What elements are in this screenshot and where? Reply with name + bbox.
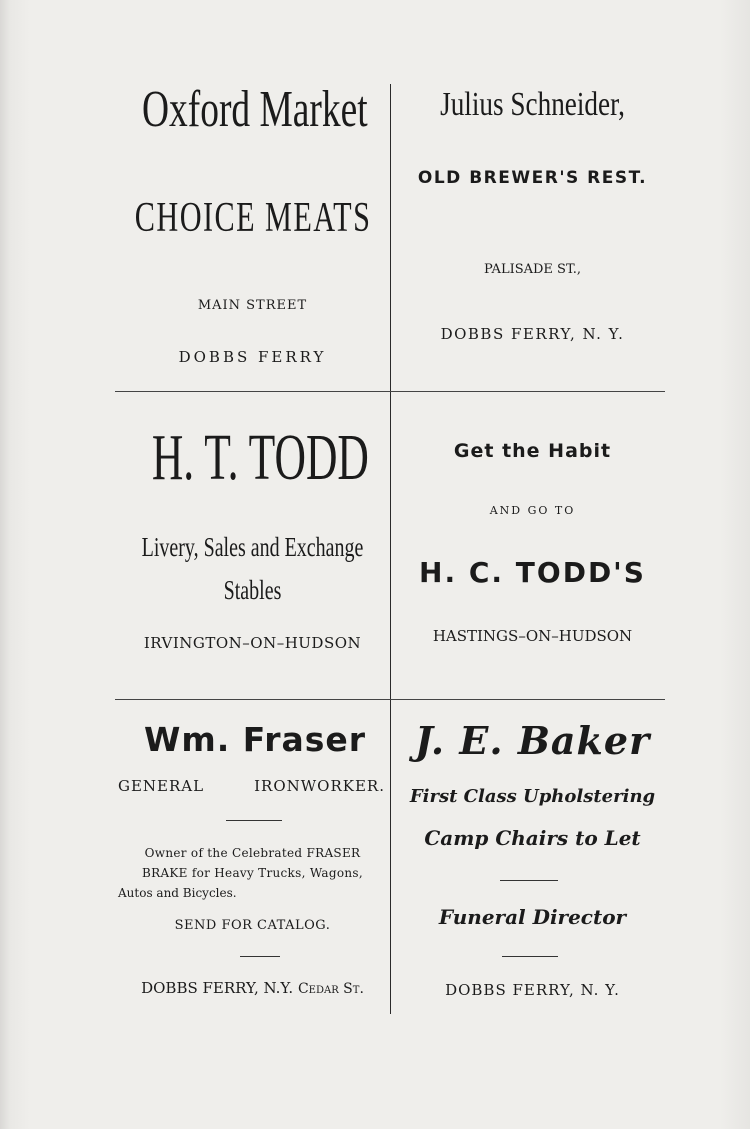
htodd-town: IRVINGTON–ON–HUDSON — [143, 634, 362, 652]
fraser-desc1: Owner of the Celebrated FRASER — [144, 846, 361, 860]
baker-line2: Camp Chairs to Let — [424, 826, 641, 850]
fraser-street: Cedar St. — [297, 981, 364, 997]
center-divider — [390, 84, 391, 1014]
baker-rule-1 — [500, 880, 558, 881]
row-divider-1 — [115, 391, 665, 392]
row-divider-2 — [115, 699, 665, 700]
oxford-market-town: DOBBS FERRY — [178, 348, 327, 366]
baker-town: DOBBS FERRY, N. Y. — [445, 981, 620, 999]
fraser-occupation-b: IRONWORKER. — [254, 777, 385, 795]
hctodd-slogan: Get the Habit — [453, 440, 612, 462]
baker-name: J. E. Baker — [414, 718, 651, 763]
htodd-name: H. T. TODD — [151, 421, 369, 494]
fraser-catalog: SEND FOR CATALOG. — [174, 918, 331, 933]
schneider-business: OLD BREWER'S REST. — [417, 168, 648, 188]
fraser-desc2: BRAKE for Heavy Trucks, Wagons, — [142, 866, 363, 880]
schneider-name: Julius Schneider, — [440, 86, 625, 123]
schneider-town: DOBBS FERRY, N. Y. — [440, 325, 625, 343]
schneider-street: PALISADE ST., — [484, 262, 581, 277]
htodd-line1: Livery, Sales and Exchange — [141, 532, 364, 562]
hctodd-connector: AND GO TO — [489, 504, 576, 517]
oxford-market-name: Oxford Market — [142, 81, 368, 138]
fraser-rule-2 — [240, 956, 280, 957]
oxford-market-street: MAIN STREET — [197, 298, 308, 313]
baker-rule-2 — [502, 956, 558, 957]
htodd-line2: Stables — [223, 575, 282, 605]
fraser-rule-1 — [226, 820, 282, 821]
baker-line3: Funeral Director — [438, 905, 627, 929]
hctodd-name: H. C. TODD'S — [419, 556, 646, 589]
fraser-desc3: Autos and Bicycles. — [118, 886, 237, 900]
fraser-occupation-a: GENERAL — [118, 777, 205, 795]
fraser-town: DOBBS FERRY, N.Y. — [141, 979, 294, 997]
baker-line1: First Class Upholstering — [409, 786, 656, 807]
fraser-name: Wm. Fraser — [143, 720, 367, 759]
oxford-market-line1: CHOICE MEATS — [134, 195, 372, 241]
fraser-address — [115, 979, 390, 997]
hctodd-town: HASTINGS–ON–HUDSON — [432, 627, 633, 645]
